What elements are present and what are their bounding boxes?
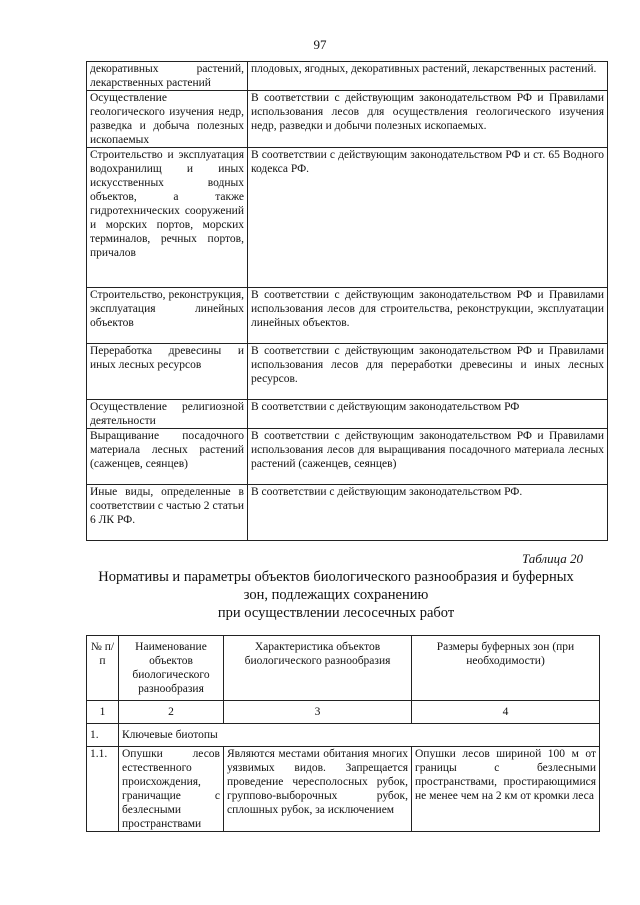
section-row (87, 724, 600, 747)
table-title-line-3: при осуществлении лесосечных работ (217, 605, 455, 621)
column-number-row (87, 701, 600, 724)
header-characteristic: Характеристика объектов биологического разнообразия (224, 636, 412, 701)
page-number: 97 (313, 37, 327, 52)
activity-cell: Осуществление геологического изучения недр, разведка и добыча полезных ископаемых (87, 91, 248, 148)
column-number: 2 (119, 701, 224, 724)
column-number: 3 (224, 701, 412, 724)
row-buffer: Опушки лесов шириной 100 м от границы с безлесными пространствами, простирающимися не менее чем на 2 км от кромки леса (412, 747, 600, 832)
table-title-line-2: зон, подлежащих сохранению (243, 587, 429, 603)
table-label: Таблица 20 (521, 551, 583, 566)
activity-cell: декоративных растений, лекарственных растений (87, 62, 248, 91)
table-row (87, 91, 608, 148)
activity-cell: Иные виды, определенные в соответствии с частью 2 статьи 6 ЛК РФ. (87, 485, 248, 541)
row-num: 1.1. (87, 747, 119, 832)
header-buffer: Размеры буферных зон (при необходимости) (412, 636, 600, 701)
activity-cell: Осуществление религиозной деятельности (87, 400, 248, 429)
table-row (87, 288, 608, 344)
section-title: Ключевые биотопы (119, 724, 600, 747)
activity-cell: Выращивание посадочного материала лесных растений (саженцев, сеянцев) (87, 429, 248, 485)
column-number: 1 (87, 701, 119, 724)
regulation-cell: В соответствии с действующим законодательством РФ и Правилами использования лесов для выращивания посадочного материала лесных растений (саженцев, сеянцев) (248, 429, 608, 485)
activity-cell: Переработка древесины и иных лесных ресурсов (87, 344, 248, 400)
regulation-cell: В соответствии с действующим законодательством РФ и Правилами использования лесов для осуществления геологического изучения недр, разведки и добычи полезных ископаемых. (248, 91, 608, 148)
regulation-cell: В соответствии с действующим законодательством РФ. (248, 485, 608, 541)
regulation-cell: В соответствии с действующим законодательством РФ и Правилами использования лесов для строительства, реконструкции, эксплуатации линейных объектов. (248, 288, 608, 344)
table-row (87, 344, 608, 400)
regulation-cell: В соответствии с действующим законодательством РФ (248, 400, 608, 429)
biodiversity-table (86, 635, 600, 832)
header-row (87, 636, 600, 701)
row-characteristic: Являются местами обитания многих уязвимых видов. Запрещается проведение чересполосных рубок, группово-выборочных рубок, сплошных рубок, за исключением (224, 747, 412, 832)
section-num: 1. (87, 724, 119, 747)
header-name: Наименование объектов биологического разнообразия (119, 636, 224, 701)
table-row (87, 747, 600, 832)
table-row (87, 148, 608, 288)
header-num: № п/п (87, 636, 119, 701)
column-number: 4 (412, 701, 600, 724)
activity-cell: Строительство и эксплуатация водохранилищ и иных искусственных водных объектов, а также гидротехнических сооружений и морских портов, морских терминалов, речных портов, причалов (87, 148, 248, 288)
table-row (87, 62, 608, 91)
regulation-cell: В соответствии с действующим законодательством РФ и Правилами использования лесов для переработки древесины и иных лесных ресурсов. (248, 344, 608, 400)
forest-use-table (86, 61, 608, 541)
table-title (66, 568, 606, 622)
activity-cell: Строительство, реконструкция, эксплуатация линейных объектов (87, 288, 248, 344)
regulation-cell: В соответствии с действующим законодательством РФ и ст. 65 Водного кодекса РФ. (248, 148, 608, 288)
table-title-line-1: Нормативы и параметры объектов биологического разнообразия и буферных (98, 569, 574, 585)
table-row (87, 429, 608, 485)
table-row (87, 485, 608, 541)
table-row (87, 400, 608, 429)
row-name: Опушки лесов естественного происхождения, граничащие с безлесными пространствами (119, 747, 224, 832)
regulation-cell: плодовых, ягодных, декоративных растений, лекарственных растений. (248, 62, 608, 91)
